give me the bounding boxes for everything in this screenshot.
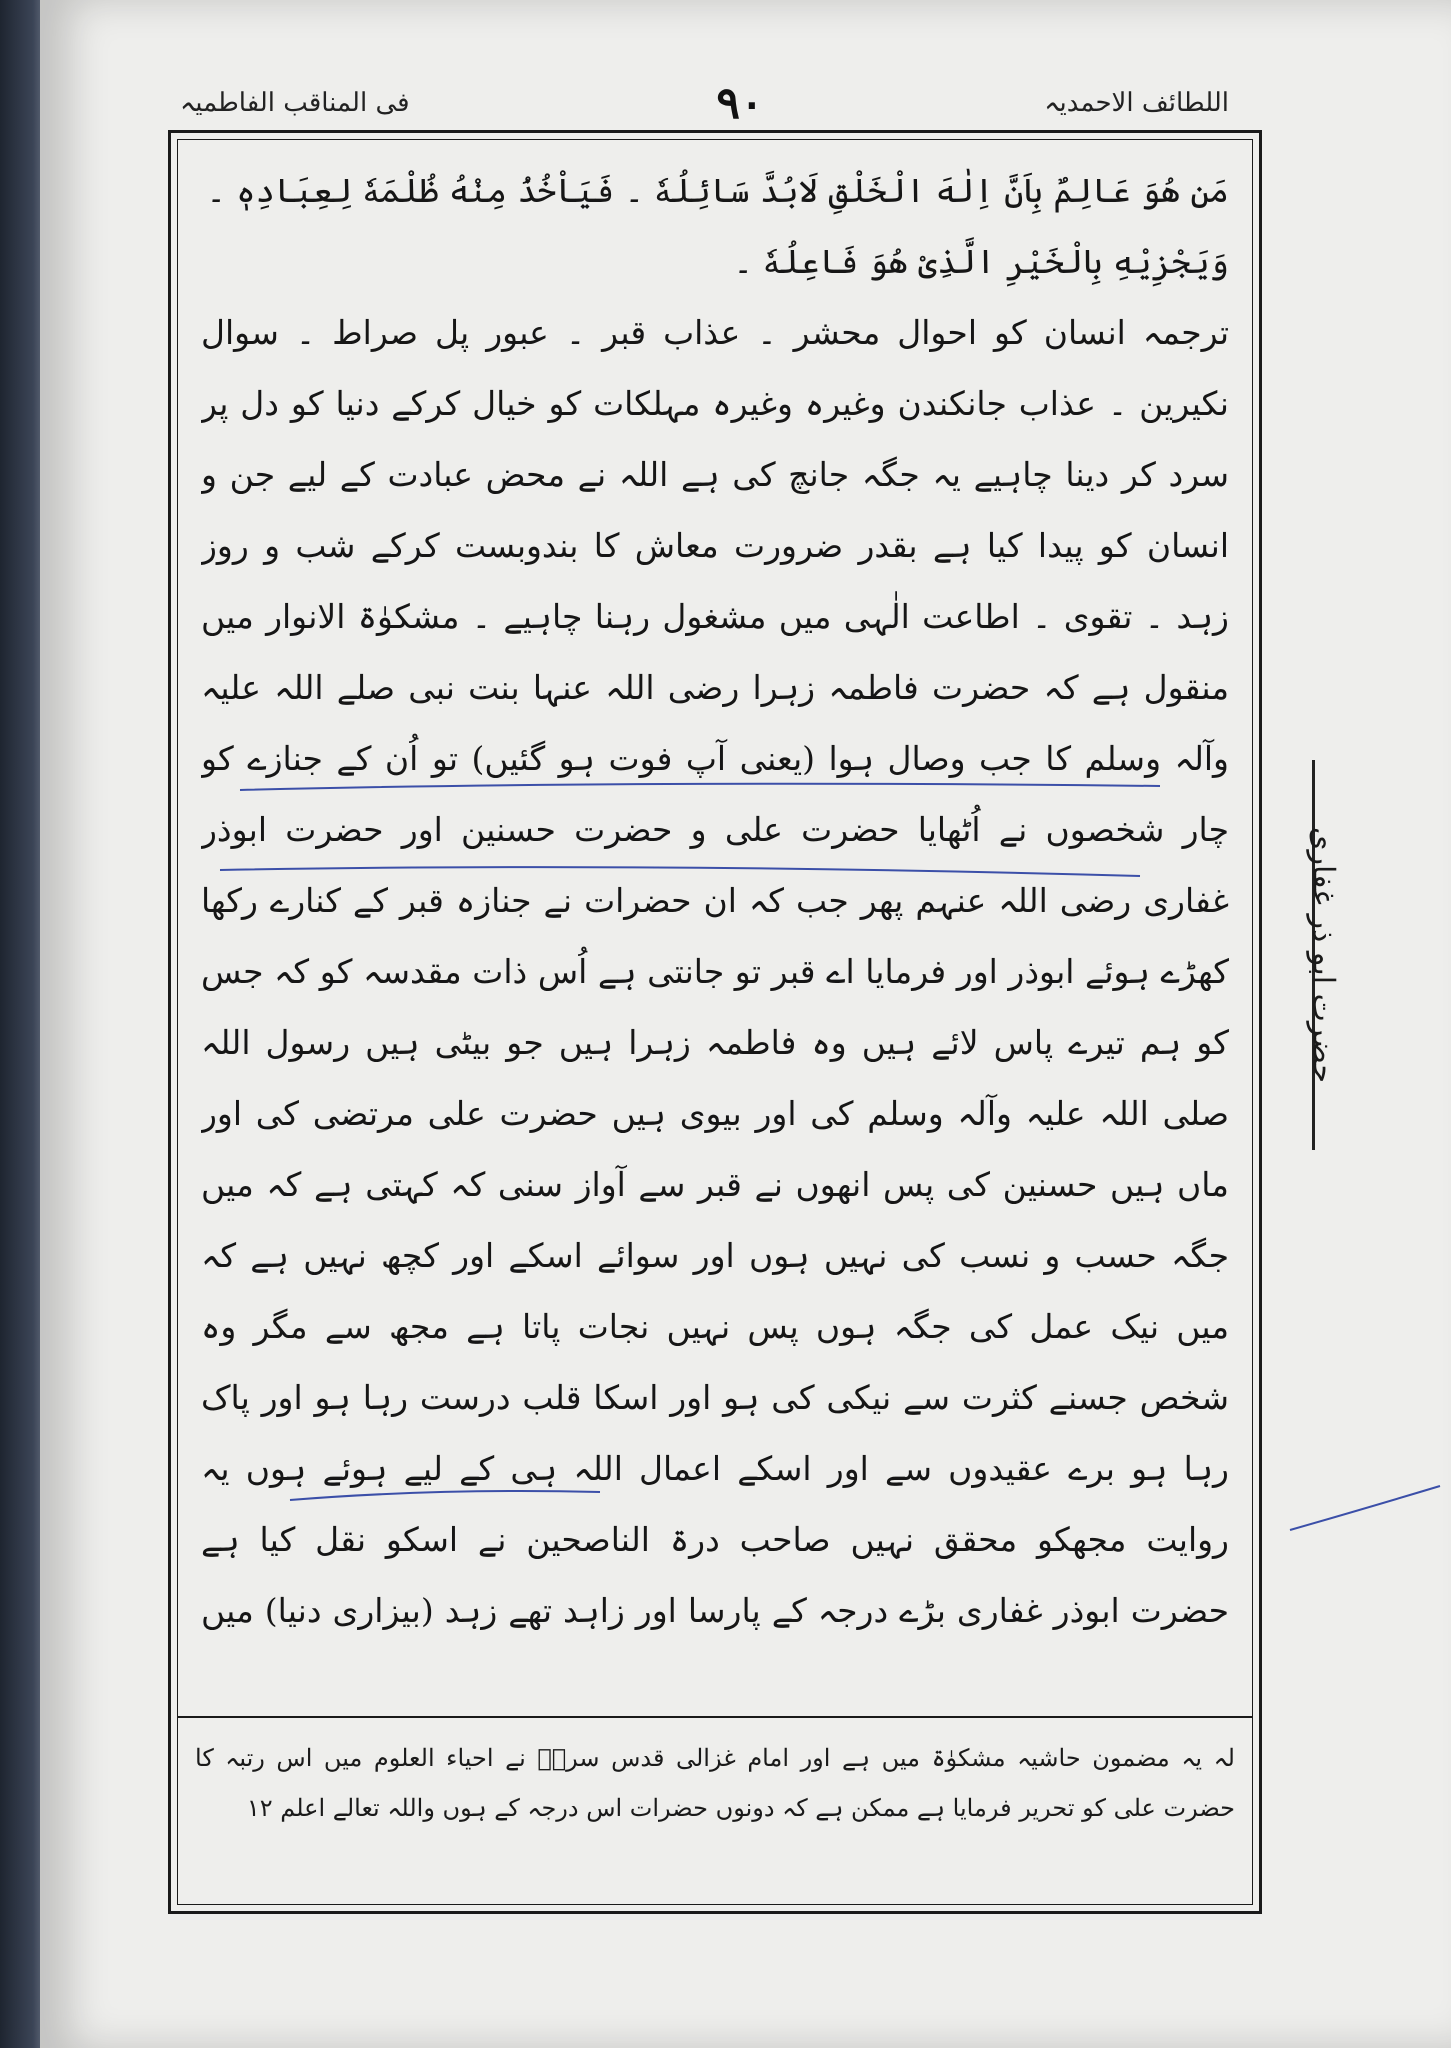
page-number: ۹۰ (716, 78, 764, 129)
book-page (40, 0, 1451, 2048)
main-body-text (201, 155, 1229, 1645)
footnote-text: لہ یہ مضمون حاشیہ مشکوٰۃ میں ہے اور امام غزالی قدس سرہٗ نے احیاء العلوم میں اس رتبہ کا حضرت علی کو تحریر فرمایا ہے ممکن ہے کہ دونوں حضرات اس درجہ کے ہوں واللہ تعالے اعلم ۱۲ (195, 1744, 1235, 1822)
urdu-translation-paragraph: ترجمہ انسان کو احوال محشر ۔ عذاب قبر ۔ عبور پل صراط ۔ سوال نکیرین ۔ عذاب جانکندن وغیرہ وغیرہ مہلکات کو خیال کرکے دنیا کو دل پر سرد کر دینا چاہیے یہ جگہ جانچ کی ہے اللہ نے محض عبادت کے لیے جن و انسان کو پیدا کیا ہے بقدر ضرورت معاش کا بندوبست کرکے شب و روز زہد ۔ تقوی ۔ اطاعت الٰہی میں مشغول رہنا چاہیے ۔ مشکوٰۃ الانوار میں منقول ہے کہ حضرت فاطمہ زہرا رضی اللہ عنہا بنت نبی صلے اللہ علیہ وآلہ وسلم کا جب وصال ہوا (یعنی آپ فوت ہو گئیں) تو اُن کے جنازے کو چار شخصوں نے اُٹھایا حضرت علی و حضرت حسنین اور حضرت ابوذر غفاری رضی اللہ عنہم پھر جب کہ ان حضرات نے جنازہ قبر کے کنارے رکھا کھڑے ہوئے ابوذر اور فرمایا اے قبر تو جانتی ہے اُس ذات مقدسہ کو کہ جس کو ہم تیرے پاس لائے ہیں وہ فاطمہ زہرا ہیں جو بیٹی ہیں رسول اللہ صلی اللہ علیہ وآلہ وسلم کی اور بیوی ہیں حضرت علی مرتضی کی اور ماں ہیں حسنین کی پس انھوں نے قبر سے آواز سنی کہ کہتی ہے کہ میں جگہ حسب و نسب کی نہیں ہوں اور سوائے اسکے اور کچھ نہیں ہے کہ میں نیک عمل کی جگہ ہوں پس نہیں نجات پاتا ہے مجھ سے مگر وہ شخص جسنے کثرت سے نیکی کی ہو اور اسکا قلب درست رہا ہو اور پاک رہا ہو برے عقیدوں سے اور اسکے اعمال اللہ ہی کے لیے ہوئے ہوں یہ روایت مجھکو محقق نہیں صاحب درۃ الناصحین نے اسکو نقل کیا ہے حضرت ابوذر غفاری بڑے درجہ کے پارسا اور زاہد تھے زہد (بیزاری دنیا) میں (201, 313, 1229, 1630)
margin-note-text: حضرت ابو ذر غفاری (1305, 827, 1341, 1083)
running-head-right: اللطائف الاحمدیہ (1044, 88, 1229, 118)
text-frame (168, 130, 1262, 1914)
footnote-divider (177, 1716, 1253, 1718)
margin-handwritten-note (1293, 760, 1353, 1150)
arabic-verse-line-1: مَن هُوَ عَالِمٌ بِاَنَّ اِلٰهَ الْخَلْقِ لَابُدَّ سَائِلُهٗ ۔ فَیَاْخُذُ مِنْهُ ظُلْمَهٗ لِعِبَادِہٖ ۔ (206, 171, 1229, 210)
running-head-left: فی المناقب الفاطمیہ (180, 88, 410, 118)
arabic-verse-line-2: وَیَجْزِیْهِ بِالْخَیْرِ الَّذِیْ هُوَ فَاعِلُهٗ ۔ (733, 242, 1229, 281)
